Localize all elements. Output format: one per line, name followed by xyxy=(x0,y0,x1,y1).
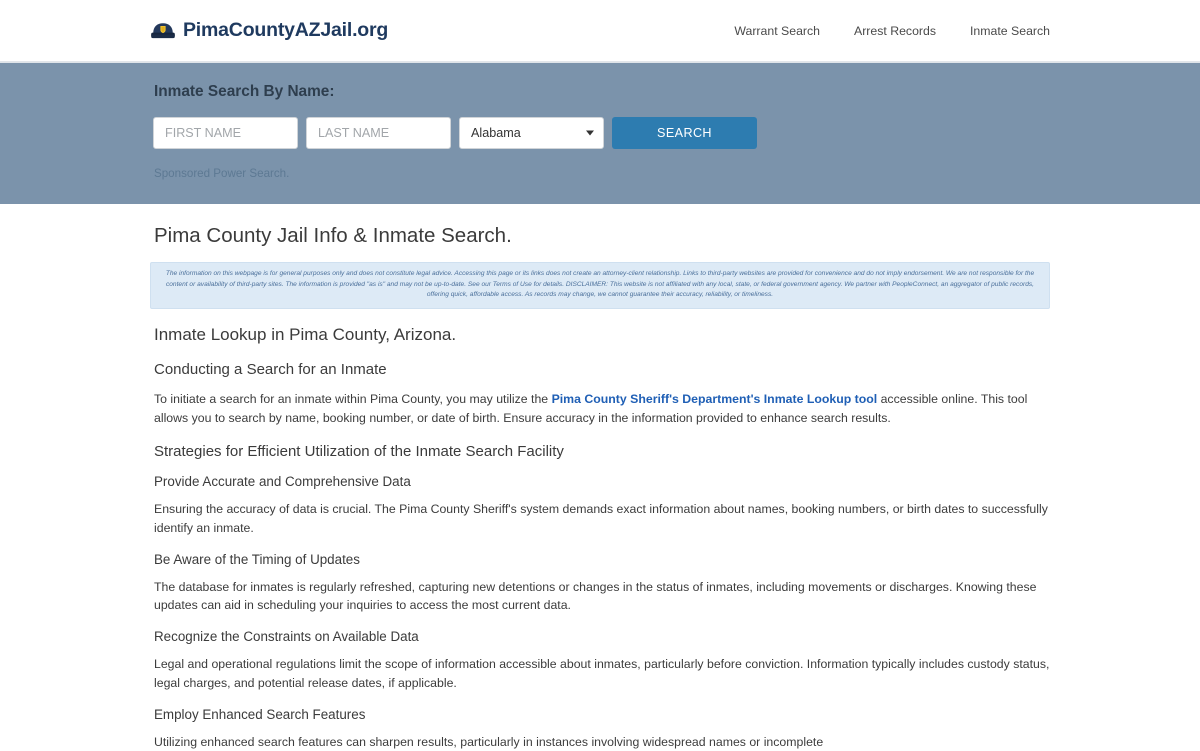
police-cap-icon xyxy=(150,21,176,41)
tip-body-accurate-data: Ensuring the accuracy of data is crucial. The Pima County Sheriff's system demands exact information about names, booking numbers, or birth dates to successfully identify an inmate. xyxy=(154,502,1048,536)
tip-body-timing-of-updates: The database for inmates is regularly refreshed, capturing new detentions or changes in the status of inmates, including movements or discharges. Knowing these updates can aid in scheduling your inquiries to access the most current data. xyxy=(154,579,1037,613)
tip-body-enhanced-search: Utilizing enhanced search features can sharpen results, particularly in instances involving widespread names or incomplete xyxy=(154,734,824,749)
last-name-input[interactable] xyxy=(306,117,451,149)
paragraph-text-after-link: accessible online. This tool allows you to search by name, booking number, or date of birth. Ensure accuracy in the information provided to enhance search results. xyxy=(154,392,1028,425)
tip-heading-enhanced-search: Employ Enhanced Search Features xyxy=(154,706,366,722)
search-button[interactable]: SEARCH xyxy=(612,117,757,149)
inmate-search-hero xyxy=(0,62,1200,204)
header-container xyxy=(150,0,1050,61)
tip-heading-accurate-data: Provide Accurate and Comprehensive Data xyxy=(154,474,411,490)
section-heading-inmate-lookup: Inmate Lookup in Pima County, Arizona. xyxy=(154,325,457,345)
nav-item-inmate-search[interactable]: Inmate Search xyxy=(970,23,1050,38)
sponsored-power-search-link[interactable]: Sponsored Power Search. xyxy=(154,167,290,180)
subheading-strategies: Strategies for Efficient Utilization of the Inmate Search Facility xyxy=(154,443,564,461)
site-logo-link[interactable] xyxy=(150,19,388,42)
tip-heading-data-constraints: Recognize the Constraints on Available Data xyxy=(154,629,419,645)
inmate-search-form xyxy=(150,117,1050,149)
primary-navigation xyxy=(734,24,1050,38)
hero-container xyxy=(150,83,1050,182)
page-title: Pima County Jail Info & Inmate Search. xyxy=(154,224,512,247)
site-header xyxy=(0,0,1200,62)
legal-disclaimer: The information on this webpage is for general purposes only and does not constitute legal advice. Accessing this page or its links does not create an attorney-client relationship. Links to third-party websites are provided for convenience and do not imply endorsement. We are not responsible for the content or availability of third-party sites. The information is provided "as is" and may not be up-to-date. See our Terms of Use for details. DISCLAIMER: This website is not affiliated with any local, state, or federal government agency. We partner with PeopleConnect, an aggregator of public records, offering quick, affordable access. As records may change, we cannot guarantee their accuracy, reliability, or timeliness. xyxy=(150,262,1050,309)
nav-item-arrest-records[interactable]: Arrest Records xyxy=(854,23,937,38)
main-content xyxy=(150,204,1050,751)
state-select[interactable] xyxy=(459,117,604,149)
tip-heading-timing-of-updates: Be Aware of the Timing of Updates xyxy=(154,551,360,567)
first-name-input[interactable] xyxy=(153,117,298,149)
paragraph-conducting-a-search xyxy=(150,390,1050,427)
subheading-conducting-a-search: Conducting a Search for an Inmate xyxy=(154,361,387,379)
inmate-lookup-tool-link[interactable]: Pima County Sheriff's Department's Inmate Lookup tool xyxy=(551,392,878,407)
hero-title: Inmate Search By Name: xyxy=(154,83,335,100)
nav-item-warrant-search[interactable]: Warrant Search xyxy=(734,23,820,38)
paragraph-text-before-link: To initiate a search for an inmate within Pima County, you may utilize the xyxy=(154,392,552,407)
tip-body-data-constraints: Legal and operational regulations limit the scope of information accessible about inmates, particularly before conviction. Information typically includes custody status, legal charges, and potential release dates, if applicable. xyxy=(154,657,1050,690)
site-logo-text: PimaCountyAZJail.org xyxy=(183,19,389,41)
state-select-wrapper xyxy=(459,117,604,149)
